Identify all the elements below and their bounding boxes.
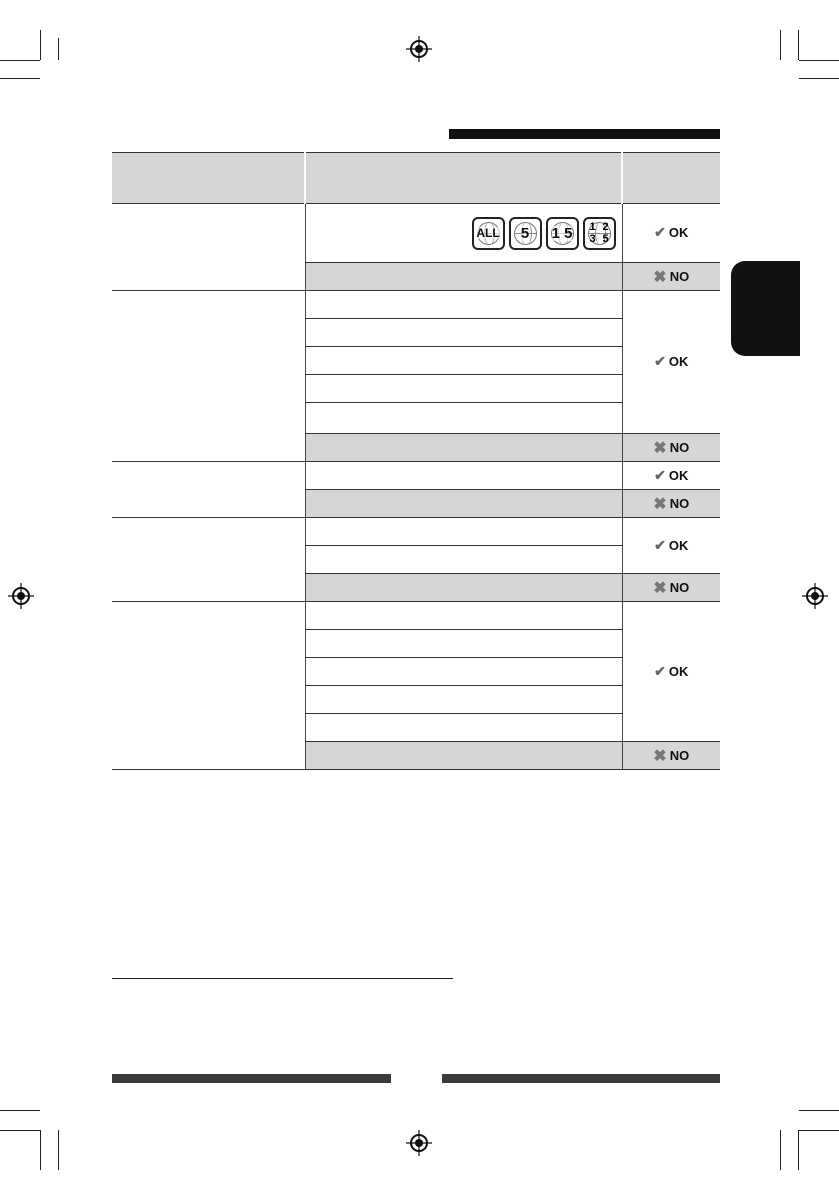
crop-mark <box>0 1130 40 1131</box>
playable-ok-cell <box>622 602 720 742</box>
footer-bar-left <box>112 1074 391 1083</box>
format-cell <box>305 630 622 658</box>
ok-mark: ✔ OK <box>654 536 689 553</box>
registration-mark-icon <box>406 1130 432 1156</box>
region-1-5-icon: 1 5 <box>546 217 579 250</box>
region-multi-icon: 1 2 3 5 <box>583 217 616 250</box>
cross-icon: ✖ <box>653 747 667 765</box>
crop-mark <box>58 1130 59 1170</box>
playable-ok-cell <box>622 518 720 574</box>
no-mark: ✖ NO <box>653 439 690 457</box>
crop-mark <box>780 1130 781 1170</box>
compatibility-table <box>112 152 720 770</box>
playable-no-cell <box>622 434 720 462</box>
crop-mark <box>799 60 839 61</box>
header-cell-format <box>305 153 622 204</box>
cross-icon: ✖ <box>653 495 667 513</box>
crop-mark <box>798 1130 799 1170</box>
media-type-cell <box>112 518 305 602</box>
table-row <box>112 291 720 319</box>
no-mark: ✖ NO <box>653 268 690 286</box>
section-header-bar <box>449 129 720 139</box>
ok-mark: ✔ OK <box>654 353 689 369</box>
crop-mark <box>40 30 41 60</box>
registration-mark-icon <box>802 583 828 609</box>
header-cell-playable <box>622 153 720 204</box>
media-type-cell <box>112 204 305 291</box>
ok-mark: ✔ OK <box>654 224 689 240</box>
format-cell <box>305 291 622 319</box>
ok-mark: ✔ OK <box>654 662 689 679</box>
check-icon: ✔ <box>654 224 666 240</box>
cross-icon: ✖ <box>653 268 667 286</box>
footer-bar-right <box>442 1074 720 1083</box>
check-icon: ✔ <box>654 662 666 679</box>
crop-mark <box>40 1130 41 1170</box>
playable-ok-cell <box>622 462 720 490</box>
format-cell <box>305 714 622 742</box>
format-cell <box>305 602 622 630</box>
format-cell <box>305 204 622 263</box>
crop-mark <box>780 30 781 60</box>
format-cell <box>305 462 622 490</box>
region-5-icon: 5 <box>509 217 542 250</box>
language-side-tab <box>731 261 800 356</box>
format-cell <box>305 434 622 462</box>
format-cell <box>305 319 622 347</box>
format-cell <box>305 490 622 518</box>
crop-mark <box>799 1130 839 1131</box>
format-cell <box>305 263 622 291</box>
format-cell <box>305 518 622 546</box>
crop-mark <box>799 78 839 79</box>
format-cell <box>305 546 622 574</box>
crop-mark <box>0 78 40 79</box>
playable-ok-cell <box>622 291 720 434</box>
playable-no-cell <box>622 574 720 602</box>
table-row <box>112 204 720 263</box>
format-cell <box>305 403 622 434</box>
check-icon: ✔ <box>654 536 666 553</box>
format-cell <box>305 574 622 602</box>
registration-mark-icon <box>406 36 432 62</box>
format-cell <box>305 375 622 403</box>
crop-mark <box>0 1110 40 1111</box>
media-type-cell <box>112 291 305 462</box>
format-cell <box>305 742 622 770</box>
table-row <box>112 518 720 546</box>
header-cell-media <box>112 153 305 204</box>
crop-mark <box>799 1110 839 1111</box>
cross-icon: ✖ <box>653 579 667 597</box>
no-mark: ✖ NO <box>653 747 690 765</box>
crop-mark <box>798 30 799 60</box>
check-icon: ✔ <box>654 353 666 369</box>
cross-icon: ✖ <box>653 439 667 457</box>
no-mark: ✖ NO <box>653 579 690 597</box>
crop-mark <box>58 38 59 60</box>
footnote-divider <box>112 978 453 979</box>
format-cell <box>305 658 622 686</box>
ok-mark: ✔ OK <box>654 466 689 483</box>
table-header-row <box>112 153 720 204</box>
region-all-icon: ALL <box>472 217 505 250</box>
check-icon: ✔ <box>654 466 666 483</box>
playable-no-cell <box>622 490 720 518</box>
crop-mark <box>0 60 40 61</box>
table-row <box>112 602 720 630</box>
playable-no-cell <box>622 263 720 291</box>
no-mark: ✖ NO <box>653 495 690 513</box>
media-type-cell <box>112 602 305 770</box>
playable-ok-cell <box>622 204 720 263</box>
format-cell <box>305 686 622 714</box>
format-cell <box>305 347 622 375</box>
media-type-cell <box>112 462 305 518</box>
playable-no-cell <box>622 742 720 770</box>
registration-mark-icon <box>8 583 34 609</box>
table-row <box>112 462 720 490</box>
region-code-icons <box>306 204 622 262</box>
